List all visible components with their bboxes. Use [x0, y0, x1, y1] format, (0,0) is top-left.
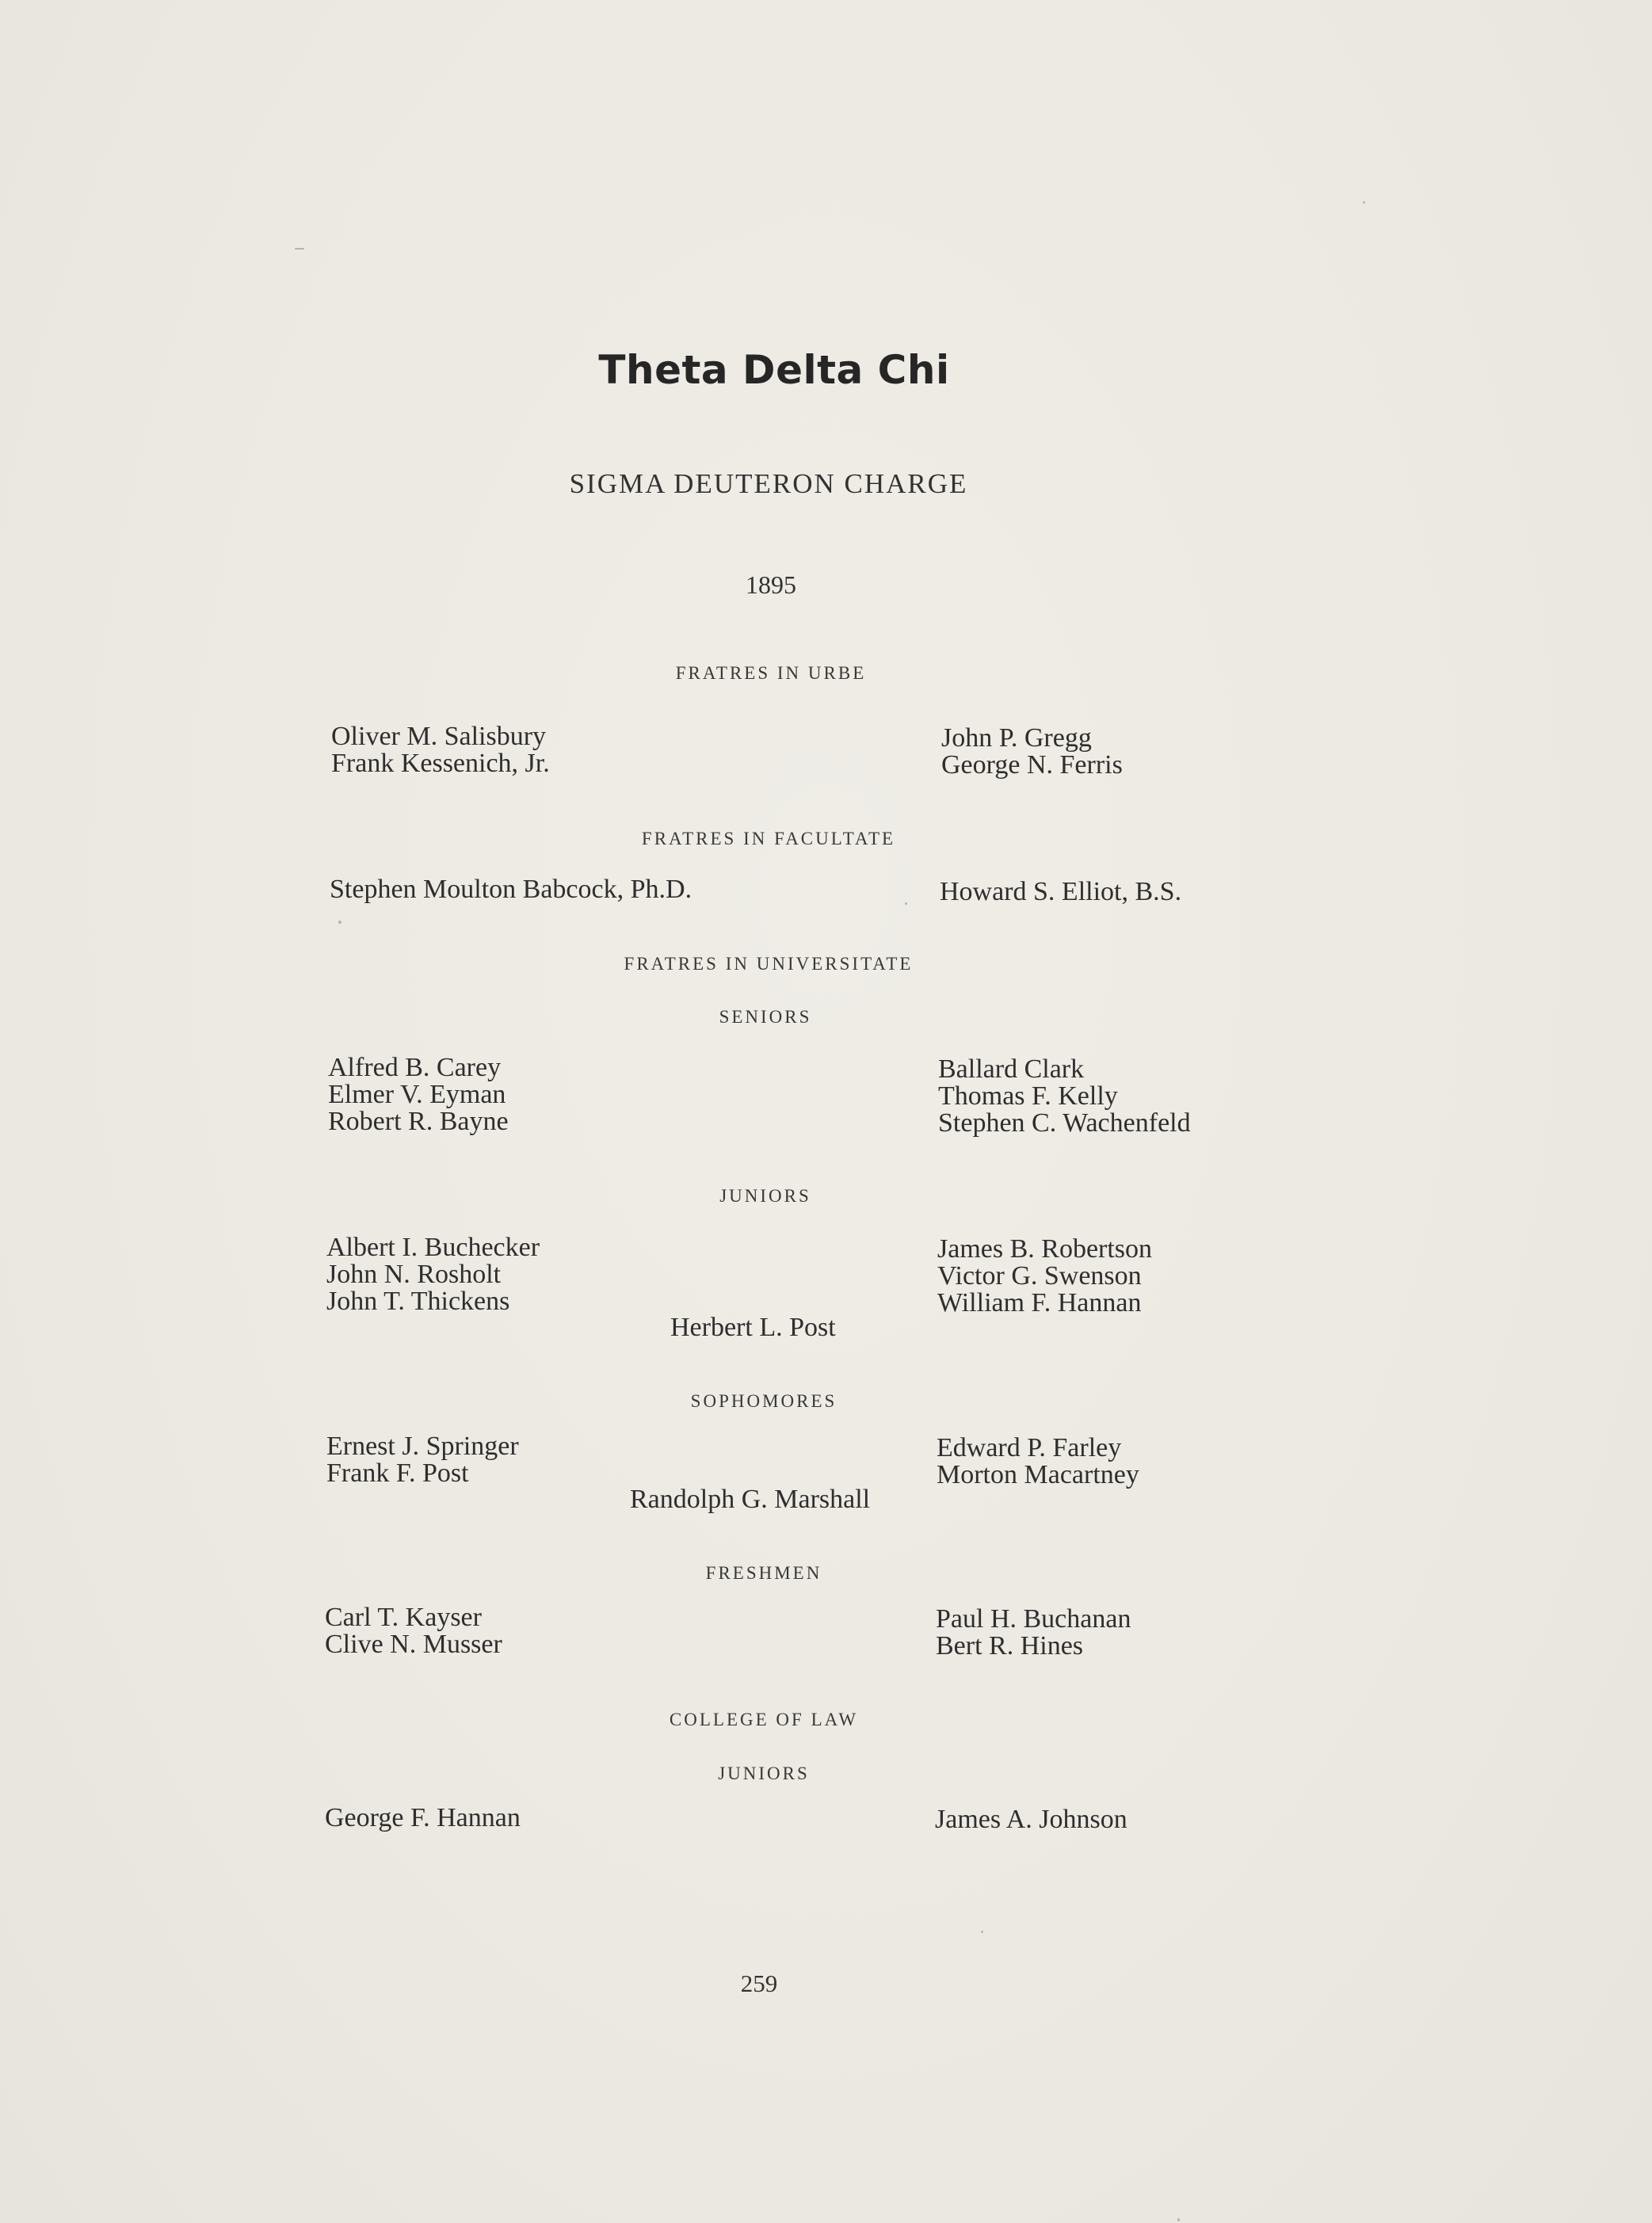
- member-name: William F. Hannan: [937, 1288, 1142, 1317]
- member-name: John T. Thickens: [326, 1287, 510, 1316]
- names-right-urbe: [941, 725, 1123, 779]
- member-name: Robert R. Bayne: [328, 1107, 509, 1136]
- member-name: Stephen Moulton Babcock, Ph.D.: [330, 875, 692, 904]
- charge-name: SIGMA DEUTERON CHARGE: [569, 468, 968, 499]
- member-name: Carl T. Kayser: [325, 1603, 482, 1632]
- paper-speck: [981, 1931, 983, 1933]
- names-left-urbe: [331, 723, 550, 777]
- paper-speck: [1177, 2218, 1180, 2221]
- names-right-facultate: [940, 879, 1181, 906]
- member-name: Edward P. Farley: [937, 1433, 1122, 1462]
- member-name-center-juniors: Herbert L. Post: [670, 1313, 836, 1342]
- member-name: James B. Robertson: [937, 1234, 1153, 1264]
- member-name: James A. Johnson: [935, 1805, 1127, 1834]
- names-left-seniors: [328, 1054, 509, 1135]
- page-title: Theta Delta Chi: [598, 347, 950, 393]
- paper-speck: [905, 902, 907, 905]
- member-name: George N. Ferris: [941, 750, 1123, 780]
- names-left-juniors: [326, 1234, 540, 1315]
- member-name: Elmer V. Eyman: [328, 1080, 506, 1109]
- class-heading-freshmen: FRESHMEN: [705, 1563, 822, 1583]
- section-heading-law: COLLEGE OF LAW: [669, 1710, 859, 1729]
- paper-speck: [295, 248, 304, 250]
- member-name: Ernest J. Springer: [326, 1432, 519, 1461]
- member-name: Clive N. Musser: [325, 1630, 502, 1659]
- class-heading-sophomores: SOPHOMORES: [690, 1391, 837, 1411]
- member-name: Ballard Clark: [938, 1054, 1085, 1084]
- member-name-center-sophomores: Randolph G. Marshall: [630, 1485, 871, 1514]
- paper-speck: [1363, 201, 1365, 204]
- member-name: Oliver M. Salisbury: [331, 722, 547, 751]
- member-name: Albert I. Buchecker: [326, 1233, 540, 1262]
- names-left-law: [325, 1805, 521, 1832]
- class-heading-juniors: JUNIORS: [719, 1186, 811, 1206]
- member-name: John N. Rosholt: [326, 1260, 502, 1289]
- names-left-facultate: [330, 876, 692, 903]
- paper-speck: [338, 921, 341, 924]
- member-name: Paul H. Buchanan: [936, 1604, 1131, 1634]
- names-left-freshmen: [325, 1604, 502, 1658]
- member-name: Frank F. Post: [326, 1458, 469, 1488]
- section-heading-urbe: FRATRES IN URBE: [675, 663, 867, 683]
- member-name: Stephen C. Wachenfeld: [938, 1108, 1191, 1138]
- founding-year: 1895: [746, 570, 796, 599]
- names-right-seniors: [938, 1056, 1191, 1137]
- member-name: Bert R. Hines: [936, 1631, 1084, 1661]
- class-heading-seniors: SENIORS: [719, 1007, 812, 1027]
- member-name: Thomas F. Kelly: [938, 1081, 1118, 1111]
- member-name: Frank Kessenich, Jr.: [331, 749, 550, 778]
- member-name: Alfred B. Carey: [328, 1053, 502, 1082]
- page-number: 259: [740, 1969, 778, 1997]
- section-heading-universitate: FRATRES IN UNIVERSITATE: [624, 954, 914, 974]
- member-name: Howard S. Elliot, B.S.: [940, 877, 1182, 906]
- class-heading-law-juniors: JUNIORS: [718, 1764, 810, 1783]
- names-right-juniors: [937, 1236, 1152, 1317]
- member-name: Morton Macartney: [937, 1460, 1139, 1489]
- member-name: George F. Hannan: [325, 1803, 521, 1832]
- names-left-sophomores: [326, 1433, 519, 1487]
- member-name: John P. Gregg: [941, 723, 1092, 753]
- names-right-freshmen: [936, 1606, 1131, 1660]
- section-heading-facultate: FRATRES IN FACULTATE: [641, 829, 896, 848]
- names-right-sophomores: [937, 1435, 1139, 1489]
- names-right-law: [935, 1806, 1127, 1833]
- member-name: Victor G. Swenson: [937, 1261, 1142, 1291]
